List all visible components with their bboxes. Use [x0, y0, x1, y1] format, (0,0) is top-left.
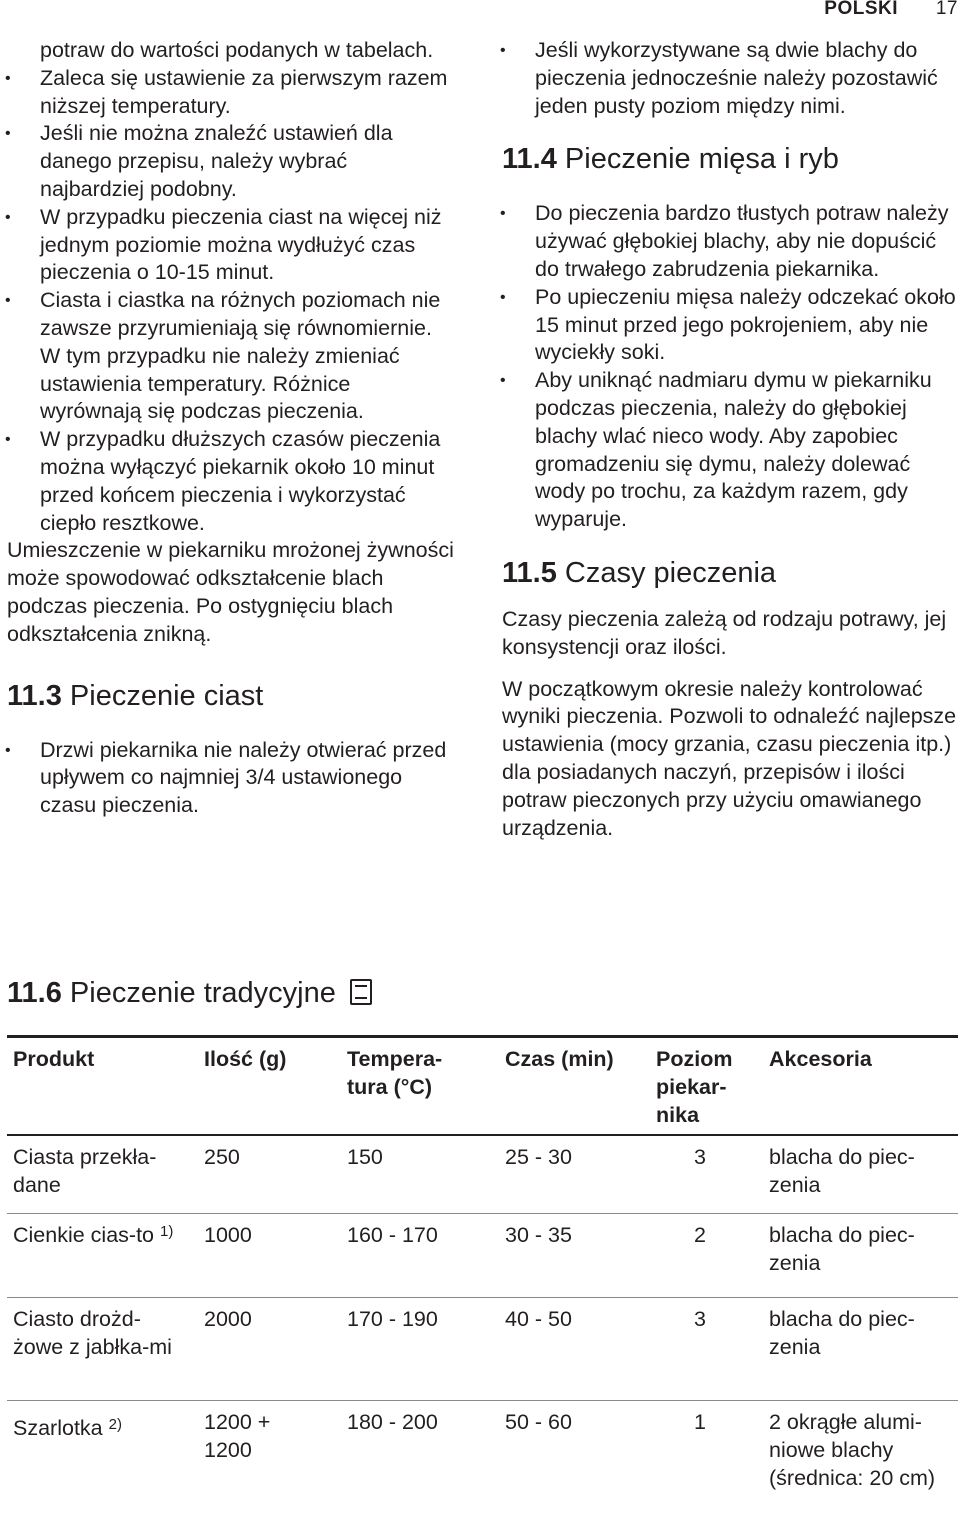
cell-temperature: 170 - 190	[347, 1307, 438, 1331]
tips-list	[7, 65, 457, 538]
cell-quantity: 1000	[204, 1223, 252, 1247]
section-number: 11.6	[7, 977, 62, 1009]
section-title: Pieczenie mięsa i ryb	[564, 143, 839, 176]
header-level: Poziom piekar-nika	[656, 1047, 733, 1127]
list-item: • Do pieczenia bardzo tłustych potraw należy używać głębokiej blachy, aby nie dopuścić do trwałego zabrudzenia piekarnika.	[502, 200, 957, 283]
cell-temperature: 180 - 200	[347, 1410, 438, 1434]
right-column	[502, 37, 957, 842]
initial-period-paragraph: W początkowym okresie należy kontrolować wyniki pieczenia. Pozwoli to odnaleźć najlepsze ustawienia (mocy grzania, czasu pieczenia itp.) dla posiadanych naczyń, przepisów i ilości potraw pieczonych przy użyciu omawianego urządzenia.	[502, 676, 957, 840]
product-name: Cienkie cias-to	[13, 1223, 154, 1247]
section-heading-11-5	[502, 556, 957, 590]
header-temperature: Tempera-tura (°C)	[347, 1047, 443, 1099]
cell-product	[13, 1144, 198, 1200]
section-number: 11.4	[502, 143, 557, 176]
section-heading-11-3	[7, 679, 457, 713]
cake-baking-list	[7, 737, 457, 820]
table-row	[7, 1136, 958, 1214]
section-heading-11-4	[502, 142, 957, 176]
cell-product	[13, 1306, 178, 1362]
cell-accessories: blacha do piec-zenia	[769, 1145, 915, 1197]
list-item: • Jeśli wykorzystywane są dwie blachy do pieczenia jednocześnie należy pozostawić jeden pusty poziom między nimi.	[502, 37, 957, 120]
list-item: • Aby uniknąć nadmiaru dymu w piekarniku podczas pieczenia, należy do głębokiej blachy wlać nieco wody. Aby zapobiec gromadzeniu się dymu, należy dolewać wody po trochu, za każdym razem, gdy wyparuje.	[502, 367, 957, 534]
cell-level: 3	[694, 1307, 706, 1331]
cell-time: 25 - 30	[505, 1145, 572, 1169]
list-item: • Drzwi piekarnika nie należy otwierać przed upływem co najmniej 3/4 ustawionego czasu pieczenia.	[7, 737, 457, 820]
meat-fish-list	[502, 200, 957, 534]
cell-product	[13, 1222, 198, 1250]
section-title: Czasy pieczenia	[564, 556, 777, 589]
section-heading-11-6	[7, 976, 372, 1010]
frozen-food-paragraph: Umieszczenie w piekarniku mrożonej żywności może spowodować odkształcenie blach podczas pieczenia. Po ostygnięciu blach odkształcenia znikną.	[7, 538, 454, 646]
list-item: • Ciasta i ciastka na różnych poziomach nie zawsze przyrumieniają się równomiernie. W tym przypadku nie należy zmieniać ustawienia temperatury. Różnice wyrównają się podczas pieczenia.	[7, 287, 457, 426]
language-label: POLSKI	[824, 0, 898, 19]
header-time: Czas (min)	[505, 1047, 614, 1071]
section-title: Pieczenie ciast	[69, 679, 264, 712]
header-product: Produkt	[13, 1047, 95, 1071]
footnote-marker: 2)	[108, 1416, 122, 1433]
cell-product	[13, 1415, 198, 1443]
cell-accessories: 2 okrągłe alumi-niowe blachy (średnica: 20 cm)	[769, 1410, 936, 1490]
left-column	[7, 37, 457, 820]
cell-temperature: 150	[347, 1145, 383, 1169]
cell-quantity: 1200 + 1200	[204, 1410, 271, 1462]
list-item: • Jeśli nie można znaleźć ustawień dla danego przepisu, należy wybrać najbardziej podobny.	[7, 120, 457, 203]
trays-list	[502, 37, 957, 120]
product-name: Ciasta przekła-dane	[13, 1145, 157, 1197]
section-number: 11.5	[502, 556, 557, 589]
cell-level: 1	[694, 1410, 706, 1434]
list-item: • W przypadku pieczenia ciast na więcej niż jednym poziomie można wydłużyć czas pieczenia o 10-15 minut.	[7, 204, 457, 287]
product-name: Szarlotka	[13, 1416, 103, 1440]
list-item: • W przypadku dłuższych czasów pieczenia można wyłączyć piekarnik około 10 minut przed końcem pieczenia i wykorzystać ciepło resztkowe.	[7, 426, 457, 537]
cell-level: 2	[694, 1223, 706, 1247]
table-row	[7, 1401, 958, 1521]
table-row	[7, 1214, 958, 1298]
header-accessories: Akcesoria	[769, 1047, 872, 1071]
cell-level: 3	[694, 1145, 706, 1169]
conventional-heating-icon	[350, 979, 372, 1005]
baking-times-paragraph: Czasy pieczenia zależą od rodzaju potrawy, jej konsystencji oraz ilości.	[502, 606, 947, 659]
cell-time: 40 - 50	[505, 1307, 572, 1331]
section-number: 11.3	[7, 679, 62, 712]
header-quantity: Ilość (g)	[204, 1047, 287, 1071]
table-row	[7, 1298, 958, 1401]
cell-time: 50 - 60	[505, 1410, 572, 1434]
baking-table	[7, 1035, 958, 1521]
list-item: • Zaleca się ustawienie za pierwszym razem niższej temperatury.	[7, 65, 457, 121]
table-header-row	[7, 1038, 958, 1136]
product-name: Ciasto drożd-żowe z jabłka-mi	[13, 1307, 172, 1359]
cell-quantity: 250	[204, 1145, 240, 1169]
cell-temperature: 160 - 170	[347, 1223, 438, 1247]
cell-quantity: 2000	[204, 1307, 252, 1331]
cell-time: 30 - 35	[505, 1223, 572, 1247]
cell-accessories: blacha do piec-zenia	[769, 1307, 915, 1359]
cell-accessories: blacha do piec-zenia	[769, 1223, 915, 1275]
footnote-marker: 1)	[159, 1223, 174, 1240]
section-title: Pieczenie tradycyjne	[69, 977, 336, 1009]
intro-text: potraw do wartości podanych w tabelach.	[40, 38, 434, 62]
page-number: 17	[935, 0, 958, 19]
list-item: • Po upieczeniu mięsa należy odczekać około 15 minut przed jego pokrojeniem, aby nie wyciekły soki.	[502, 284, 957, 367]
